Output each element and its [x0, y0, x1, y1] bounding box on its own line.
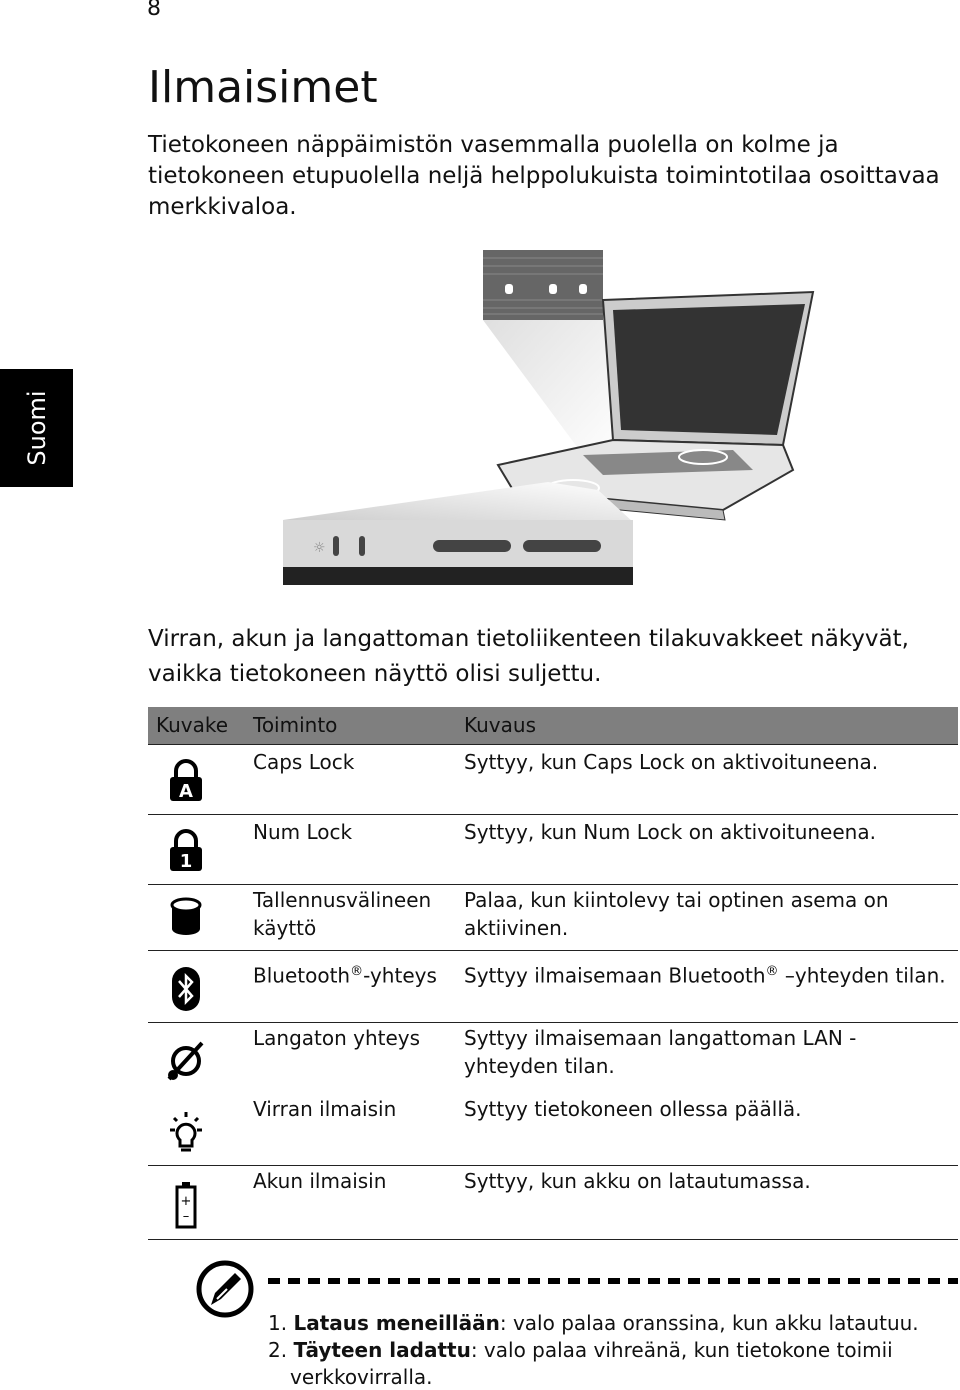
- list-item: [268, 1337, 958, 1390]
- note-dashed-rule: [268, 1278, 958, 1284]
- svg-text:+: +: [180, 1194, 192, 1209]
- caps-lock-icon: [166, 759, 206, 803]
- description-text: Syttyy ilmaisemaan langattoman LAN - yhteyden tilan.: [464, 1026, 857, 1078]
- battery-icon: [166, 1180, 206, 1230]
- description-text: Syttyy, kun akku on latautumassa.: [464, 1169, 811, 1193]
- note-pen-icon: [195, 1259, 255, 1319]
- note-number: 2.: [268, 1338, 288, 1362]
- num-lock-icon: [166, 829, 206, 873]
- page-number: 8: [147, 0, 161, 21]
- function-label: Akun ilmaisin: [253, 1169, 387, 1193]
- function-label: Tallennusvälineen käyttö: [253, 888, 432, 940]
- function-label: Caps Lock: [253, 750, 355, 774]
- note-number: 1.: [268, 1311, 288, 1335]
- table-row: [148, 744, 958, 814]
- svg-text:A: A: [179, 781, 193, 802]
- notes-list: [268, 1310, 958, 1390]
- header-description: Kuvaus: [464, 713, 536, 737]
- language-tab: [0, 369, 73, 487]
- bluetooth-suffix: -yhteys: [363, 963, 437, 988]
- power-icon: [166, 1110, 206, 1154]
- note-term: Täyteen ladattu: [293, 1338, 471, 1362]
- svg-text:☼: ☼: [313, 540, 326, 556]
- language-tab-label: Suomi: [22, 390, 51, 466]
- bluetooth-icon: [166, 967, 206, 1011]
- header-function: Toiminto: [253, 713, 338, 737]
- table-row: [148, 1022, 958, 1094]
- description-text: Syttyy tietokoneen ollessa päällä.: [464, 1097, 802, 1121]
- function-label: [253, 958, 437, 990]
- laptop-illustration: [283, 250, 833, 585]
- table-row: [148, 884, 958, 950]
- function-label: Virran ilmaisin: [253, 1097, 397, 1121]
- description-suffix: –yhteyden tilan.: [778, 963, 946, 988]
- table-row: [148, 814, 958, 884]
- svg-text:–: –: [182, 1209, 190, 1224]
- note-term: Lataus meneillään: [293, 1311, 500, 1335]
- registered-mark: ®: [765, 964, 779, 979]
- registered-mark: ®: [350, 964, 364, 979]
- table-bottom-rule: [148, 1239, 958, 1240]
- description-text: Syttyy, kun Caps Lock on aktivoituneena.: [464, 750, 879, 774]
- header-icon: Kuvake: [156, 713, 229, 737]
- function-label: Langaton yhteys: [253, 1026, 421, 1050]
- list-item: [268, 1310, 958, 1337]
- description-text: [464, 958, 954, 990]
- table-header: [148, 707, 958, 745]
- intro-paragraph: Tietokoneen näppäimistön vasemmalla puolella on kolme ja tietokoneen etupuolella neljä helppolukuista toimintotilaa osoittavaa merkkivaloa.: [148, 132, 940, 220]
- note-text: : valo palaa oranssina, kun akku latautuu.: [499, 1311, 919, 1335]
- svg-text:1: 1: [179, 851, 193, 872]
- description-prefix: Syttyy ilmaisemaan Bluetooth: [464, 963, 766, 988]
- table-row: [148, 950, 958, 1022]
- description-text: Syttyy, kun Num Lock on aktivoituneena.: [464, 820, 876, 844]
- table-row: [148, 1094, 958, 1165]
- status-note: Virran, akun ja langattoman tietoliikenteen tilakuvakkeet näkyvät, vaikka tietokoneen näyttö olisi suljettu.: [148, 626, 909, 687]
- function-label: Num Lock: [253, 820, 353, 844]
- wireless-icon: [166, 1039, 206, 1083]
- storage-icon: [166, 895, 206, 939]
- table-row: [148, 1165, 958, 1239]
- note-text: : valo palaa vihreänä, kun tietokone toimii verkkovirralla.: [290, 1338, 893, 1389]
- page-title: Ilmaisimet: [148, 62, 378, 113]
- description-text: Palaa, kun kiintolevy tai optinen asema on aktiivinen.: [464, 888, 889, 940]
- bluetooth-label: Bluetooth: [253, 963, 351, 988]
